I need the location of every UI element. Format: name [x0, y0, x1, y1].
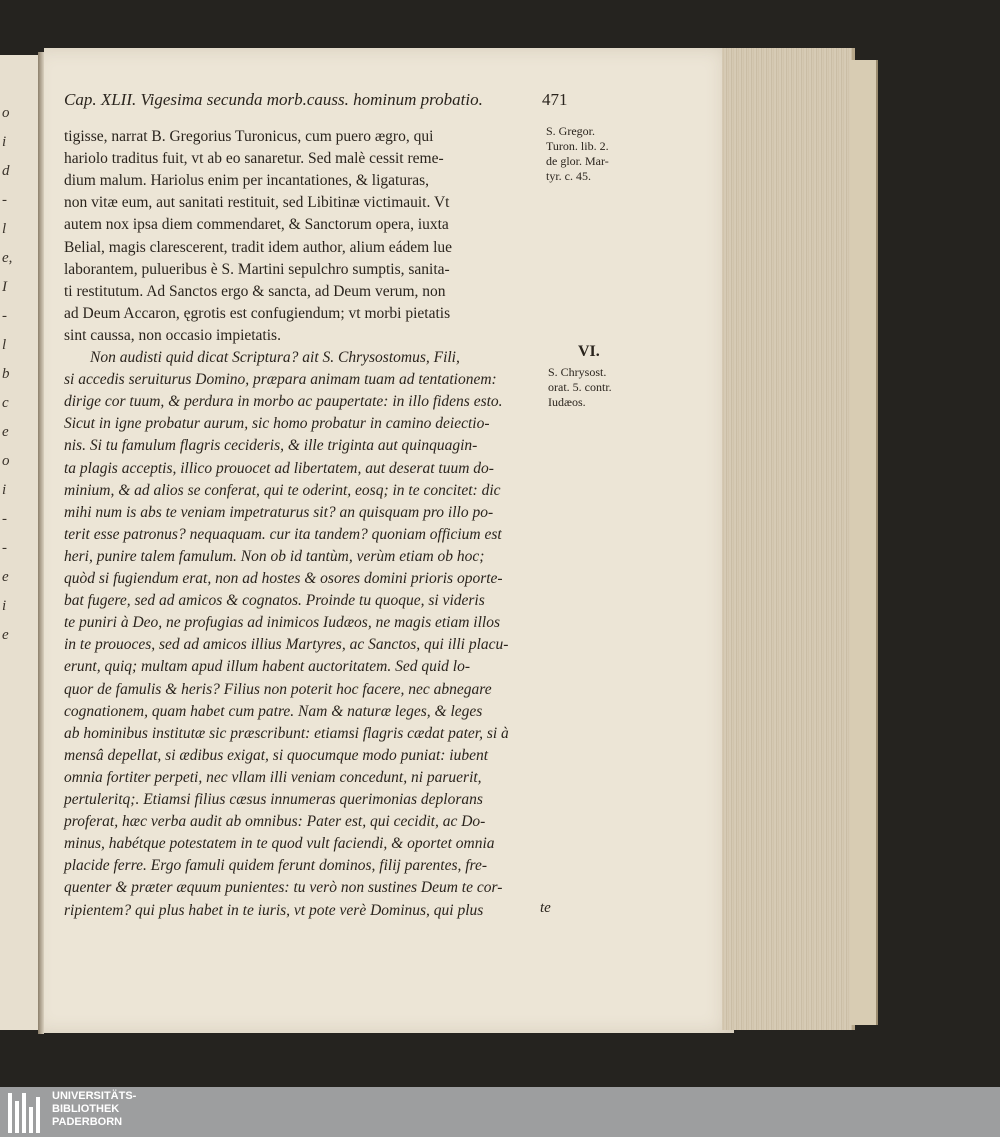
quotation-line: minus, habétque potestatem in te quod vult faciendi, & oportet omnia: [64, 835, 495, 853]
previous-page-fragment: d: [2, 163, 10, 179]
margin-note-line: de glor. Mar-: [546, 154, 609, 168]
previous-page-fragment: i: [2, 598, 7, 614]
page-number: 471: [542, 90, 568, 109]
margin-note-line: S. Chrysost.: [548, 365, 607, 379]
body-text-line: tigisse, narrat B. Gregorius Turonicus, cum puero ægro, qui: [64, 128, 434, 145]
margin-note-line: Turon. lib. 2.: [546, 139, 609, 153]
previous-page-fragment: e: [2, 627, 9, 643]
quotation-line: minium, & ad alios se conferat, qui te oderint, eosq; in te concitet: dic: [64, 481, 501, 499]
previous-page-fragment: I: [2, 279, 7, 295]
library-name-line: PADERBORN: [52, 1116, 123, 1128]
footer-bar: [0, 1087, 1000, 1137]
previous-page-fragment: e: [2, 569, 9, 585]
quotation-line: te puniri à Deo, ne profugias ad inimicos Iudæos, ne magis etiam illos: [64, 614, 500, 632]
running-head: [64, 90, 584, 116]
margin-note-chrysostom: [548, 365, 612, 410]
previous-page-fragment: -: [2, 192, 7, 208]
body-text-line: dium malum. Hariolus enim per incantationes, & ligaturas,: [64, 172, 430, 190]
previous-page-fragment: o: [2, 105, 10, 121]
quotation-line: heri, punire talem famulum. Non ob id tantùm, verùm etiam ob hoc;: [64, 547, 485, 565]
body-text-line: non vitæ eum, aut sanitati restituit, sed Libitinæ victimauit. Vt: [64, 194, 450, 212]
library-logo-icon: [8, 1093, 48, 1133]
previous-page-fragment: e: [2, 424, 9, 440]
quotation-line: placide ferre. Ergo famuli quidem ferunt dominos, filij parentes, fre-: [64, 857, 488, 875]
margin-note-line: Iudæos.: [548, 395, 586, 409]
margin-note-line: S. Gregor.: [546, 124, 595, 138]
previous-page-fragment: l: [2, 337, 7, 353]
quotation-line: Non audisti quid dicat Scriptura? ait S. Chrysostomus, Fili,: [90, 349, 460, 366]
quotation-line: si accedis seruiturus Domino, præpara animam tuam ad tentationem:: [64, 371, 497, 389]
library-name-line: BIBLIOTHEK: [52, 1103, 120, 1115]
previous-page-fragment: b: [2, 366, 10, 382]
quotation-line: mihi num is abs te veniam impetraturus sit? an quisquam pro illo po-: [64, 503, 494, 521]
body-text-line: ad Deum Accaron, ęgrotis est confugiendum; vt morbi pietatis: [64, 304, 451, 322]
previous-page-fragment: e,: [2, 250, 13, 266]
quotation-line: nis. Si tu famulum flagris cecideris, & ille triginta aut quinquagin-: [64, 437, 478, 455]
quotation-line: ripientem? qui plus habet in te iuris, vt pote verè Dominus, qui plus: [64, 901, 484, 919]
margin-note-line: orat. 5. contr.: [548, 380, 612, 394]
quotation-line: Sicut in igne probatur aurum, sic homo probatur in camino deiectio-: [64, 415, 490, 433]
library-name: [52, 1090, 136, 1129]
body-text-line: laborantem, pulueribus è S. Martini sepulchro sumptis, sanita-: [64, 260, 450, 278]
previous-page-fragment: l: [2, 221, 7, 237]
quotation-line: bat fugere, sed ad amicos & cognatos. Proinde tu quoque, si videris: [64, 592, 485, 610]
body-text-line: ti restitutum. Ad Sanctos ergo & sancta, ad Deum verum, non: [64, 282, 446, 300]
body-text-line: sint caussa, non occasio impietatis.: [64, 326, 281, 344]
previous-page-fragment: -: [2, 540, 7, 556]
quotation-line: ta plagis acceptis, illico prouocet ad libertatem, aut deserat tuum do-: [64, 459, 494, 477]
running-head-title: Cap. XLII. Vigesima secunda morb.causs. hominum probatio.: [64, 90, 483, 109]
body-text-line: autem nox ipsa diem commendaret, & Sanctorum opera, iuxta: [64, 216, 449, 234]
previous-page-fragment: o: [2, 453, 10, 469]
previous-page-fragment: i: [2, 134, 7, 150]
quotation-line: ab hominibus institutæ sic præscribunt: etiamsi flagris cædat pater, si à: [64, 724, 509, 742]
page-edges: [722, 48, 855, 1030]
quotation-line: pertuleritq;. Etiamsi filius cæsus innumeras querimonias deplorans: [64, 791, 483, 808]
book-cover-edge: [850, 60, 878, 1025]
quotation-line: dirige cor tuum, & perdura in morbo ac paupertate: in illo fidens esto.: [64, 393, 503, 411]
previous-page-fragment: i: [2, 482, 7, 498]
quotation-line: omnia fortiter perpeti, nec vllam illi veniam concedunt, ni paruerit,: [64, 768, 482, 786]
quotation-line: erunt, quiq; multam apud illum habent auctoritatem. Sed quid lo-: [64, 658, 470, 676]
previous-page-edge: [0, 55, 40, 1030]
body-text-line: Belial, magis clarescerent, tradit idem author, alium eádem lue: [64, 238, 453, 256]
margin-note-gregory: [546, 124, 609, 184]
quotation-line: mensâ depellat, si ædibus exigat, si quocumque modo puniat: iubent: [64, 746, 489, 764]
quotation-line: in te prouoces, sed ad amicos illius Martyres, ac Sanctos, qui illi placu-: [64, 636, 509, 654]
quotation-line: cognationem, quam habet cum patre. Nam & naturæ leges, & leges: [64, 702, 483, 720]
section-number: VI.: [578, 343, 600, 360]
quotation-line: quòd si fugiendum erat, non ad hostes & osores domini prioris oporte-: [64, 570, 503, 587]
quotation-line: quor de famulis & heris? Filius non poterit hoc facere, nec abnegare: [64, 680, 492, 698]
library-name-line: UNIVERSITÄTS-: [52, 1090, 137, 1102]
quotation-line: terit esse patronus? nequaquam. cur ita tandem? quoniam officium est: [64, 525, 502, 543]
catchword: te: [540, 900, 551, 916]
quotation-line: proferat, hæc verba audit ab omnibus: Pater est, qui cecidit, ac Do-: [64, 813, 486, 831]
previous-page-fragment: c: [2, 395, 9, 411]
previous-page-fragment: -: [2, 511, 7, 527]
quotation-line: quenter & præter æquum punientes: tu verò non sustines Deum te cor-: [64, 879, 503, 897]
previous-page-fragment: -: [2, 308, 7, 324]
margin-note-line: tyr. c. 45.: [546, 169, 591, 183]
body-text-line: hariolo traditus fuit, vt ab eo sanaretur. Sed malè cessit reme-: [64, 150, 444, 168]
